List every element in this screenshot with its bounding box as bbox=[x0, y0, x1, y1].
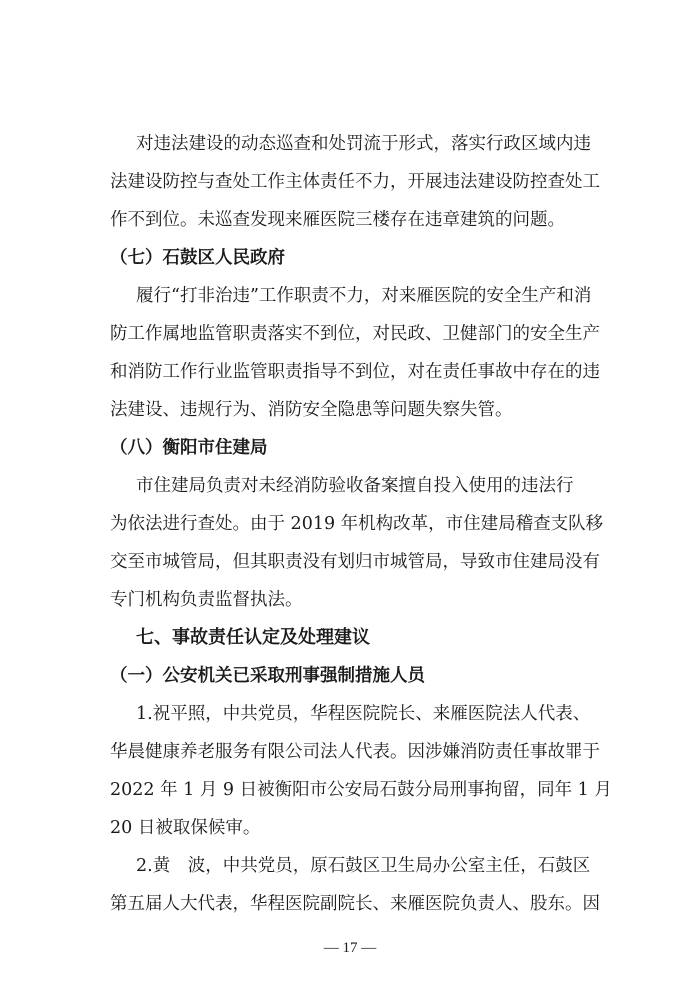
body-text-line: 华晨健康养老服务有限公司法人代表。因涉嫌消防责任事故罪于 bbox=[110, 742, 600, 762]
body-text-line: 专门机构负责监督执法。 bbox=[110, 590, 303, 610]
page-number: — 17 — bbox=[323, 940, 377, 956]
body-text-line: 履行“打非治违”工作职责不力，对来雁医院的安全生产和消 bbox=[136, 286, 592, 306]
body-text-line: 防工作属地监管职责落实不到位，对民政、卫健部门的安全生产 bbox=[110, 324, 600, 344]
body-text-line: 和消防工作行业监管职责指导不到位，对在责任事故中存在的违 bbox=[110, 362, 600, 382]
body-text-line: 对违法建设的动态巡查和处罚流于形式，落实行政区域内违 bbox=[136, 134, 591, 154]
subsection-heading: （一）公安机关已采取刑事强制措施人员 bbox=[110, 666, 425, 686]
body-text-line: 为依法进行查处。由于 2019 年机构改革，市住建局稽查支队移 bbox=[110, 514, 604, 534]
subsection-heading: （八）衡阳市住建局 bbox=[110, 438, 268, 458]
section-heading: 七、事故责任认定及处理建议 bbox=[136, 627, 370, 648]
body-text-line: 法建设、违规行为、消防安全隐患等问题失察失管。 bbox=[110, 400, 513, 420]
body-text-line: 第五届人大代表，华程医院副院长、来雁医院负责人、股东。因 bbox=[110, 894, 600, 914]
body-text-line: 法建设防控与查处工作主体责任不力，开展违法建设防控查处工 bbox=[110, 172, 600, 192]
body-text-line: 1.祝平照，中共党员，华程医院院长、来雁医院法人代表、 bbox=[136, 704, 591, 724]
body-text-line: 市住建局负责对未经消防验收备案擅自投入使用的违法行 bbox=[136, 476, 574, 496]
body-text-line: 交至市城管局，但其职责没有划归市城管局，导致市住建局没有 bbox=[110, 552, 600, 572]
body-text-line: 作不到位。未巡查发现来雁医院三楼存在违章建筑的问题。 bbox=[110, 210, 565, 230]
subsection-heading: （七）石鼓区人民政府 bbox=[110, 248, 285, 268]
body-text-line: 2.黄 波，中共党员，原石鼓区卫生局办公室主任，石鼓区 bbox=[136, 856, 591, 876]
body-text-line: 2022 年 1 月 9 日被衡阳市公安局石鼓分局刑事拘留，同年 1 月 bbox=[110, 780, 612, 800]
body-text-line: 20 日被取保候审。 bbox=[110, 818, 261, 838]
